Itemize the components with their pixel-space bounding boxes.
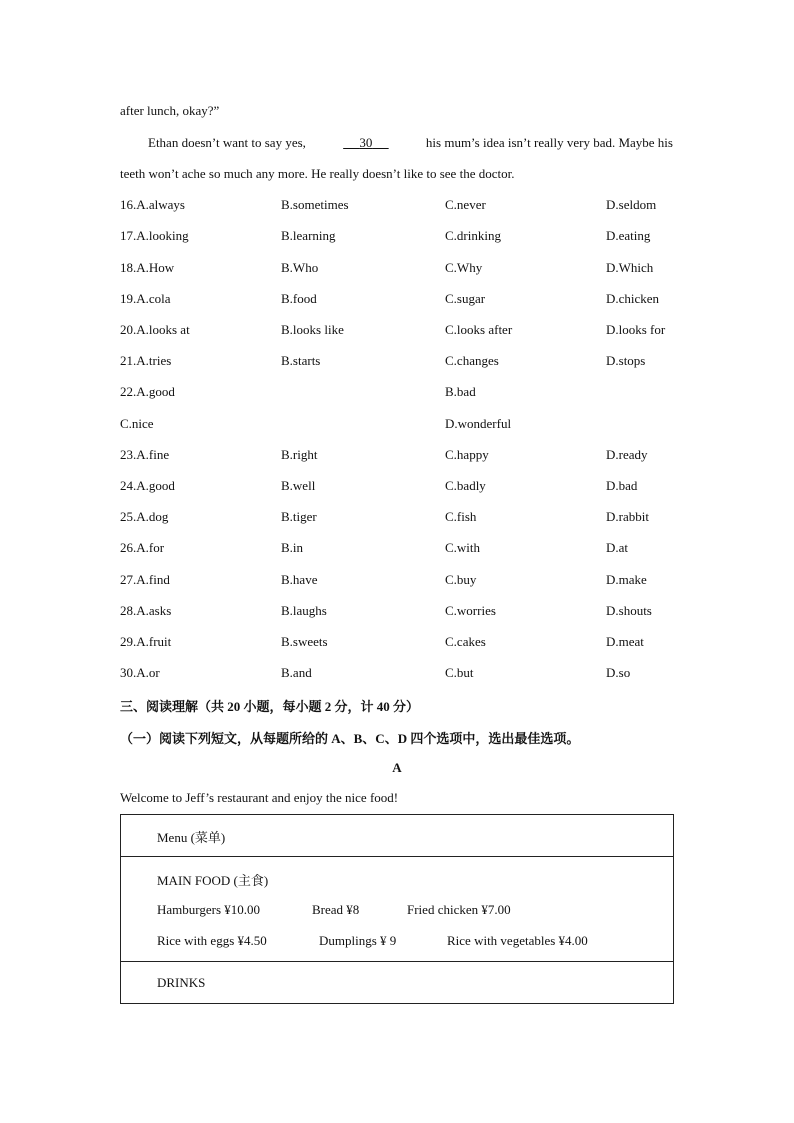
question-options-19 <box>0 291 794 311</box>
question-options-18 <box>0 260 794 280</box>
question-options-27 <box>0 572 794 592</box>
option-b: B.right <box>281 447 318 462</box>
option-c: C.buy <box>445 572 477 587</box>
question-options-20 <box>0 322 794 342</box>
option-b: B.Who <box>281 260 319 275</box>
passage-line-1: after lunch, okay?” <box>120 103 220 118</box>
option-d: D.ready <box>606 447 648 462</box>
option-d: D.eating <box>606 228 651 243</box>
option-c: C.looks after <box>445 322 513 337</box>
question-options-24 <box>0 478 794 498</box>
question-options-29 <box>0 634 794 654</box>
menu-item: Hamburgers ¥10.00 <box>157 902 261 917</box>
passage-line-2 <box>148 135 673 151</box>
section-subheading: （一）阅读下列短文，从每题所给的 A、B、C、D 四个选项中，选出最佳选项。 <box>120 731 580 746</box>
option-a: 29.A.fruit <box>120 634 172 649</box>
option-c: C.cakes <box>445 634 486 649</box>
option-b: B.bad <box>445 384 476 399</box>
option-d: D.so <box>606 665 631 680</box>
main-food-title: MAIN FOOD (主食) <box>157 873 269 888</box>
option-b: B.sometimes <box>281 197 349 212</box>
option-a: 16.A.always <box>120 197 185 212</box>
question-options-28 <box>0 603 794 623</box>
question-options-22-row2 <box>0 416 794 436</box>
option-a: 30.A.or <box>120 665 160 680</box>
section-heading: 三、阅读理解（共 20 小题，每小题 2 分，计 40 分） <box>120 699 420 714</box>
option-c: C.sugar <box>445 291 486 306</box>
option-c: C.drinking <box>445 228 501 243</box>
option-d: D.rabbit <box>606 509 649 524</box>
option-d: D.seldom <box>606 197 657 212</box>
option-b: B.laughs <box>281 603 327 618</box>
question-options-22-row1 <box>0 384 794 404</box>
passage-letter: A <box>392 760 402 775</box>
option-c: C.with <box>445 540 481 555</box>
question-options-21 <box>0 353 794 373</box>
menu-item: Dumplings ¥ 9 <box>319 933 397 948</box>
blank-number: 30 <box>359 135 373 150</box>
option-d: D.looks for <box>606 322 666 337</box>
question-options-26 <box>0 540 794 560</box>
menu-item: Fried chicken ¥7.00 <box>407 902 511 917</box>
passage-line-2-end: his mum’s idea isn’t really very bad. Maybe his <box>425 135 673 150</box>
option-d: D.stops <box>606 353 646 368</box>
option-a: 18.A.How <box>120 260 175 275</box>
option-a: 17.A.looking <box>120 228 189 243</box>
option-c: C.Why <box>445 260 483 275</box>
option-b: B.have <box>281 572 318 587</box>
option-d: D.wonderful <box>445 416 512 431</box>
option-a: 20.A.looks at <box>120 322 190 337</box>
menu-item: Bread ¥8 <box>312 902 360 917</box>
option-d: D.chicken <box>606 291 660 306</box>
menu-table <box>120 814 674 1004</box>
option-c: C.never <box>445 197 486 212</box>
blank-30 <box>343 135 389 151</box>
passage-intro: Welcome to Jeff’s restaurant and enjoy the nice food! <box>120 790 399 805</box>
option-a: 25.A.dog <box>120 509 169 524</box>
question-options-16 <box>0 197 794 217</box>
question-options-23 <box>0 447 794 467</box>
option-b: B.looks like <box>281 322 344 337</box>
option-a: 21.A.tries <box>120 353 172 368</box>
option-c: C.nice <box>120 416 154 431</box>
option-c: C.worries <box>445 603 496 618</box>
option-b: B.sweets <box>281 634 328 649</box>
option-c: C.but <box>445 665 474 680</box>
option-d: D.bad <box>606 478 638 493</box>
option-a: 27.A.find <box>120 572 170 587</box>
option-d: D.at <box>606 540 629 555</box>
option-d: D.shouts <box>606 603 652 618</box>
passage-line-2-start: Ethan doesn’t want to say yes, <box>148 135 306 150</box>
option-a: 22.A.good <box>120 384 175 399</box>
question-options-30 <box>0 665 794 685</box>
option-a: 28.A.asks <box>120 603 172 618</box>
option-b: B.and <box>281 665 312 680</box>
option-b: B.learning <box>281 228 336 243</box>
option-b: B.well <box>281 478 316 493</box>
passage-line-3: teeth won’t ache so much any more. He really doesn’t like to see the doctor. <box>120 166 515 181</box>
menu-item: Rice with vegetables ¥4.00 <box>447 933 588 948</box>
menu-divider <box>121 961 673 962</box>
option-c: C.fish <box>445 509 477 524</box>
menu-item: Rice with eggs ¥4.50 <box>157 933 267 948</box>
option-a: 23.A.fine <box>120 447 170 462</box>
option-a: 19.A.cola <box>120 291 171 306</box>
option-a: 24.A.good <box>120 478 175 493</box>
question-options-25 <box>0 509 794 529</box>
option-b: B.in <box>281 540 304 555</box>
menu-title: Menu (菜单) <box>157 830 226 845</box>
option-b: B.tiger <box>281 509 317 524</box>
option-c: C.badly <box>445 478 486 493</box>
option-d: D.make <box>606 572 647 587</box>
option-c: C.happy <box>445 447 489 462</box>
question-options-17 <box>0 228 794 248</box>
option-a: 26.A.for <box>120 540 165 555</box>
option-b: B.food <box>281 291 317 306</box>
option-d: D.meat <box>606 634 644 649</box>
menu-divider <box>121 856 673 857</box>
option-d: D.Which <box>606 260 654 275</box>
option-b: B.starts <box>281 353 321 368</box>
drinks-title: DRINKS <box>157 975 206 990</box>
option-c: C.changes <box>445 353 499 368</box>
